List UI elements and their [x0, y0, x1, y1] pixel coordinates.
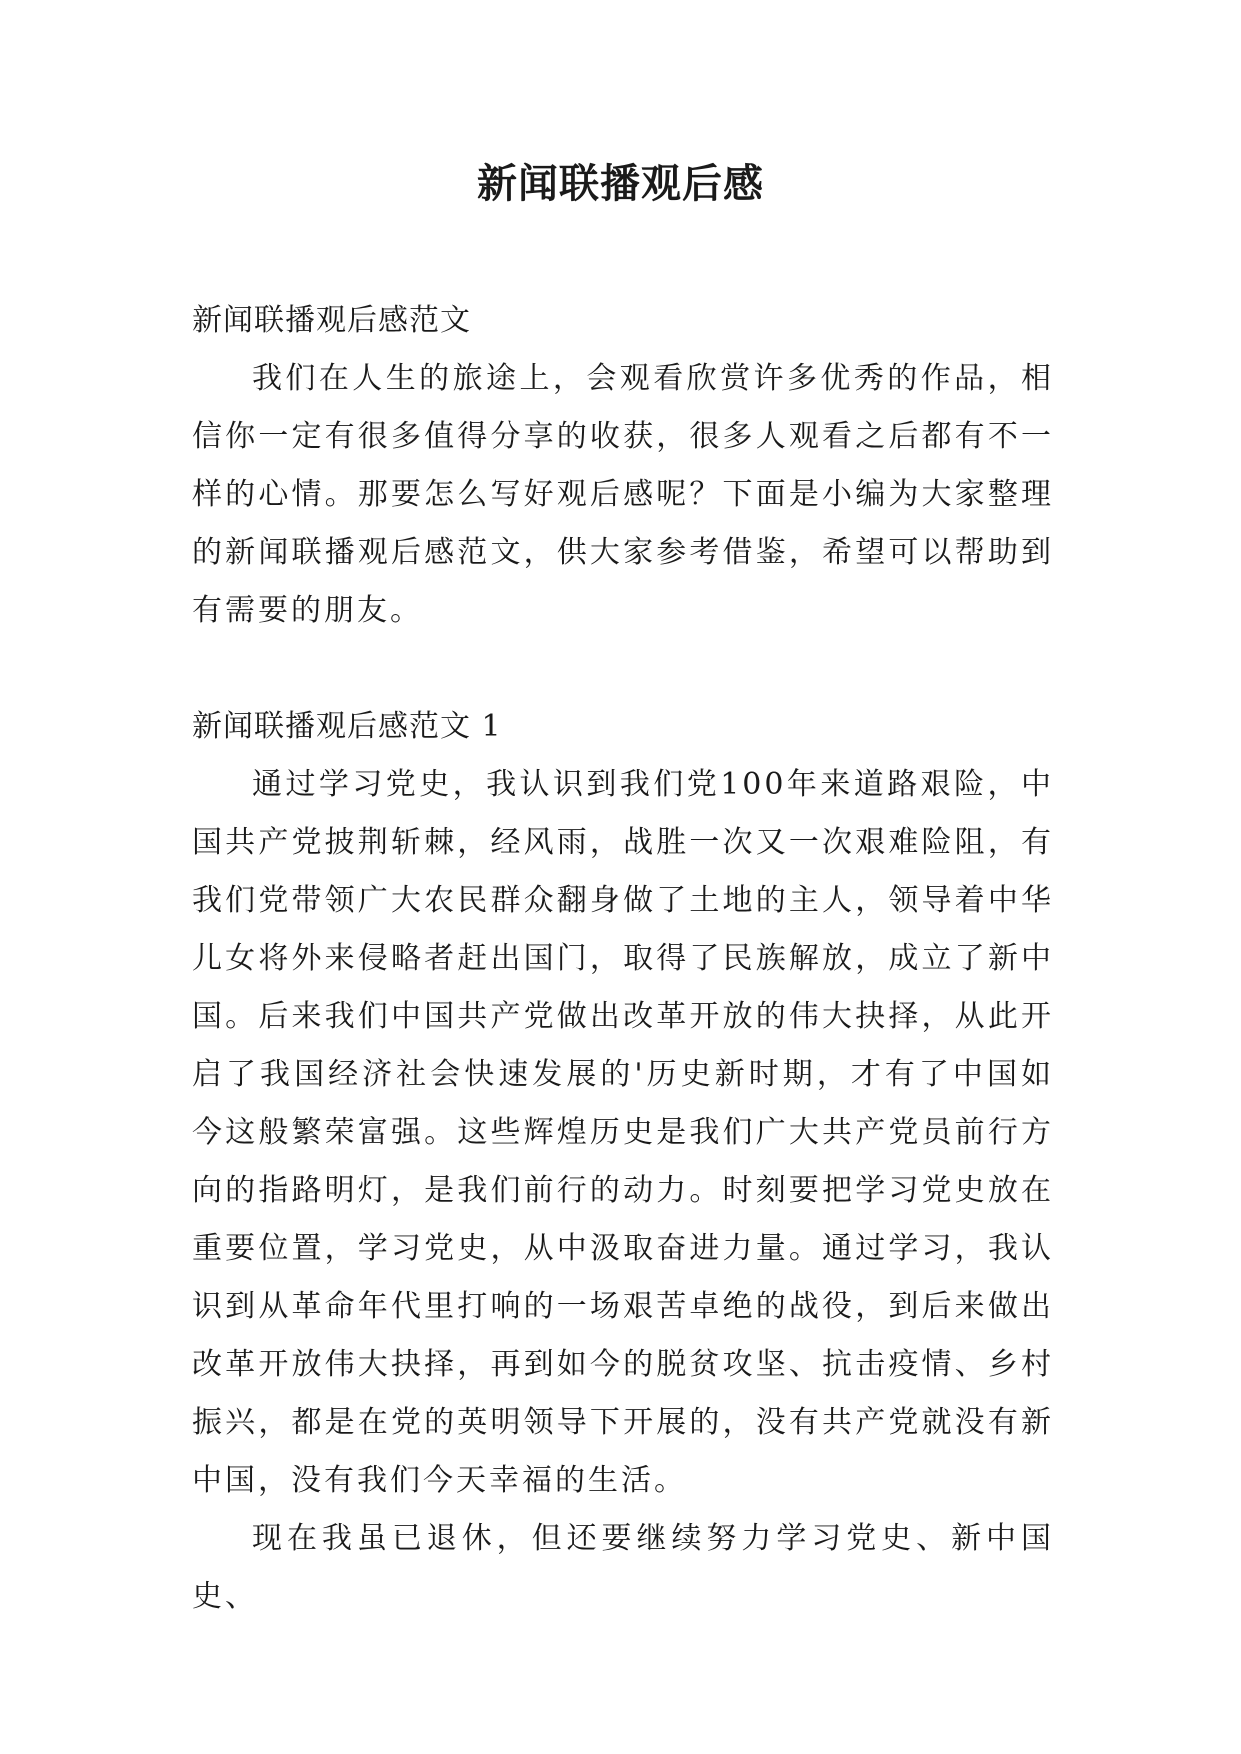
section1-paragraph-1: 通过学习党史，我认识到我们党100年来道路艰险，中国共产党披荆斩棘，经风雨，战胜一次又一次艰难险阻，有我们党带领广大农民群众翻身做了土地的主人，领导着中华儿女将外来侵略者赶出国门，取得了民族解放，成立了新中国。后来我们中国共产党做出改革开放的伟大抉择，从此开启了我国经济社会快速发展的'历史新时期，才有了中国如今这般繁荣富强。这些辉煌历史是我们广大共产党员前行方向的指路明灯，是我们前行的动力。时刻要把学习党史放在重要位置，学习党史，从中汲取奋进力量。通过学习，我认识到从革命年代里打响的一场艰苦卓绝的战役，到后来做出改革开放伟大抉择，再到如今的脱贫攻坚、抗击疫情、乡村振兴，都是在党的英明领导下开展的，没有共产党就没有新中国，没有我们今天幸福的生活。 — [192, 767, 1054, 1498]
document-title: 新闻联播观后感 — [477, 160, 764, 207]
section1-paragraph-2: 现在我虽已退休，但还要继续努力学习党史、新中国史、 — [192, 1521, 1054, 1614]
intro-paragraph: 我们在人生的旅途上，会观看欣赏许多优秀的作品，相信你一定有很多值得分享的收获，很多人观看之后都有不一样的心情。那要怎么写好观后感呢？下面是小编为大家整理的新闻联播观后感范文，供大家参考借鉴，希望可以帮助到有需要的朋友。 — [192, 361, 1054, 628]
section-spacer — [192, 640, 1054, 698]
section1-heading: 新闻联播观后感范文 1 — [192, 709, 502, 744]
intro-heading: 新闻联播观后感范文 — [192, 303, 471, 338]
document-body — [192, 292, 1054, 1626]
